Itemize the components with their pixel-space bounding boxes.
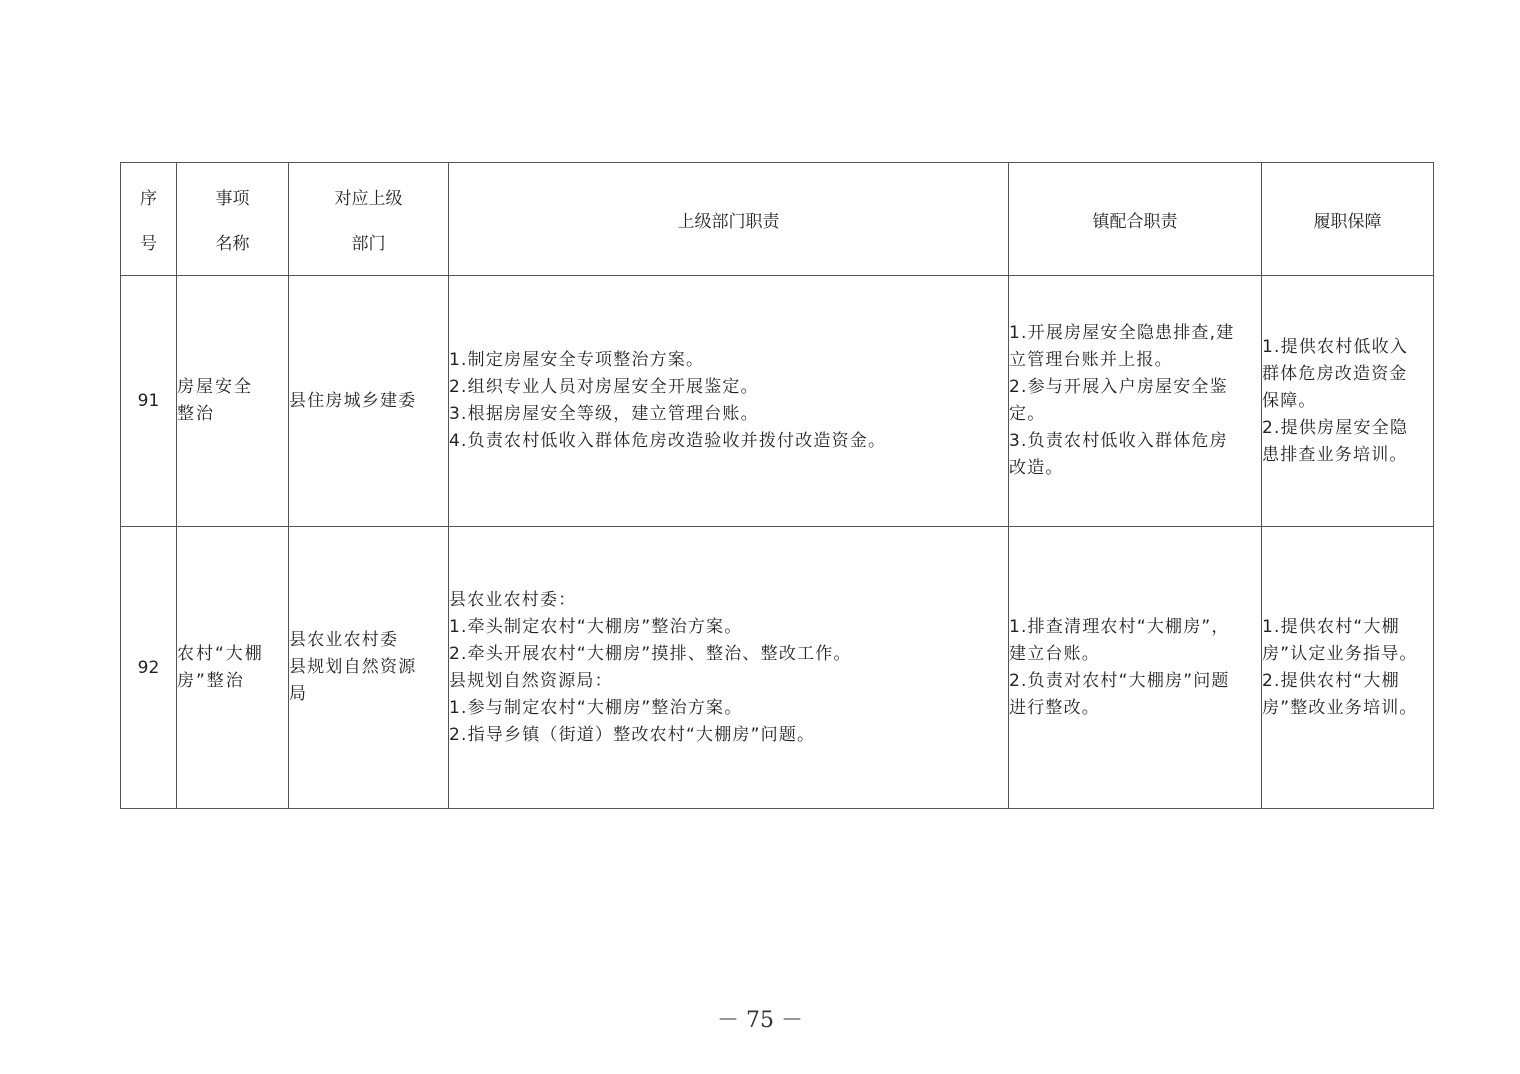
- item-name-cell: 农村“大棚 房”整治: [177, 527, 289, 809]
- department-cell: 县农业农村委 县规划自然资源 局: [289, 527, 449, 809]
- duty-table: [120, 162, 1434, 809]
- header-guarantee: 履职保障: [1262, 163, 1434, 276]
- guarantee-cell: 1.提供农村“大棚 房”认定业务指导。 2.提供农村“大棚 房”整改业务培训。: [1262, 527, 1434, 809]
- guarantee-cell: 1.提供农村低收入 群体危房改造资金 保障。 2.提供房屋安全隐 患排查业务培训。: [1262, 276, 1434, 527]
- department-cell: 县住房城乡建委: [289, 276, 449, 527]
- upper-duty-cell: 县农业农村委： 1.牵头制定农村“大棚房”整治方案。 2.牵头开展农村“大棚房”摸排、整治、整改工作。 县规划自然资源局： 1.参与制定农村“大棚房”整治方案。 2.指导乡镇（街道）整改农村“大棚房”问题。: [449, 527, 1009, 809]
- page-number: － 75 －: [717, 1008, 803, 1033]
- header-seq: 序 号: [121, 163, 177, 276]
- header-upper-duty: 上级部门职责: [449, 163, 1009, 276]
- header-town-duty: 镇配合职责: [1009, 163, 1262, 276]
- table-header-row: [121, 163, 1434, 276]
- table-row: [121, 527, 1434, 809]
- table-row: [121, 276, 1434, 527]
- town-duty-cell: 1.开展房屋安全隐患排查,建 立管理台账并上报。 2.参与开展入户房屋安全鉴 定。 3.负责农村低收入群体危房 改造。: [1009, 276, 1262, 527]
- town-duty-cell: 1.排查清理农村“大棚房”， 建立台账。 2.负责对农村“大棚房”问题 进行整改。: [1009, 527, 1262, 809]
- upper-duty-cell: 1.制定房屋安全专项整治方案。 2.组织专业人员对房屋安全开展鉴定。 3.根据房屋安全等级，建立管理台账。 4.负责农村低收入群体危房改造验收并拨付改造资金。: [449, 276, 1009, 527]
- row-number: 91: [121, 276, 177, 527]
- row-number: 92: [121, 527, 177, 809]
- header-department: 对应上级 部门: [289, 163, 449, 276]
- header-item-name: 事项 名称: [177, 163, 289, 276]
- item-name-cell: 房屋安全 整治: [177, 276, 289, 527]
